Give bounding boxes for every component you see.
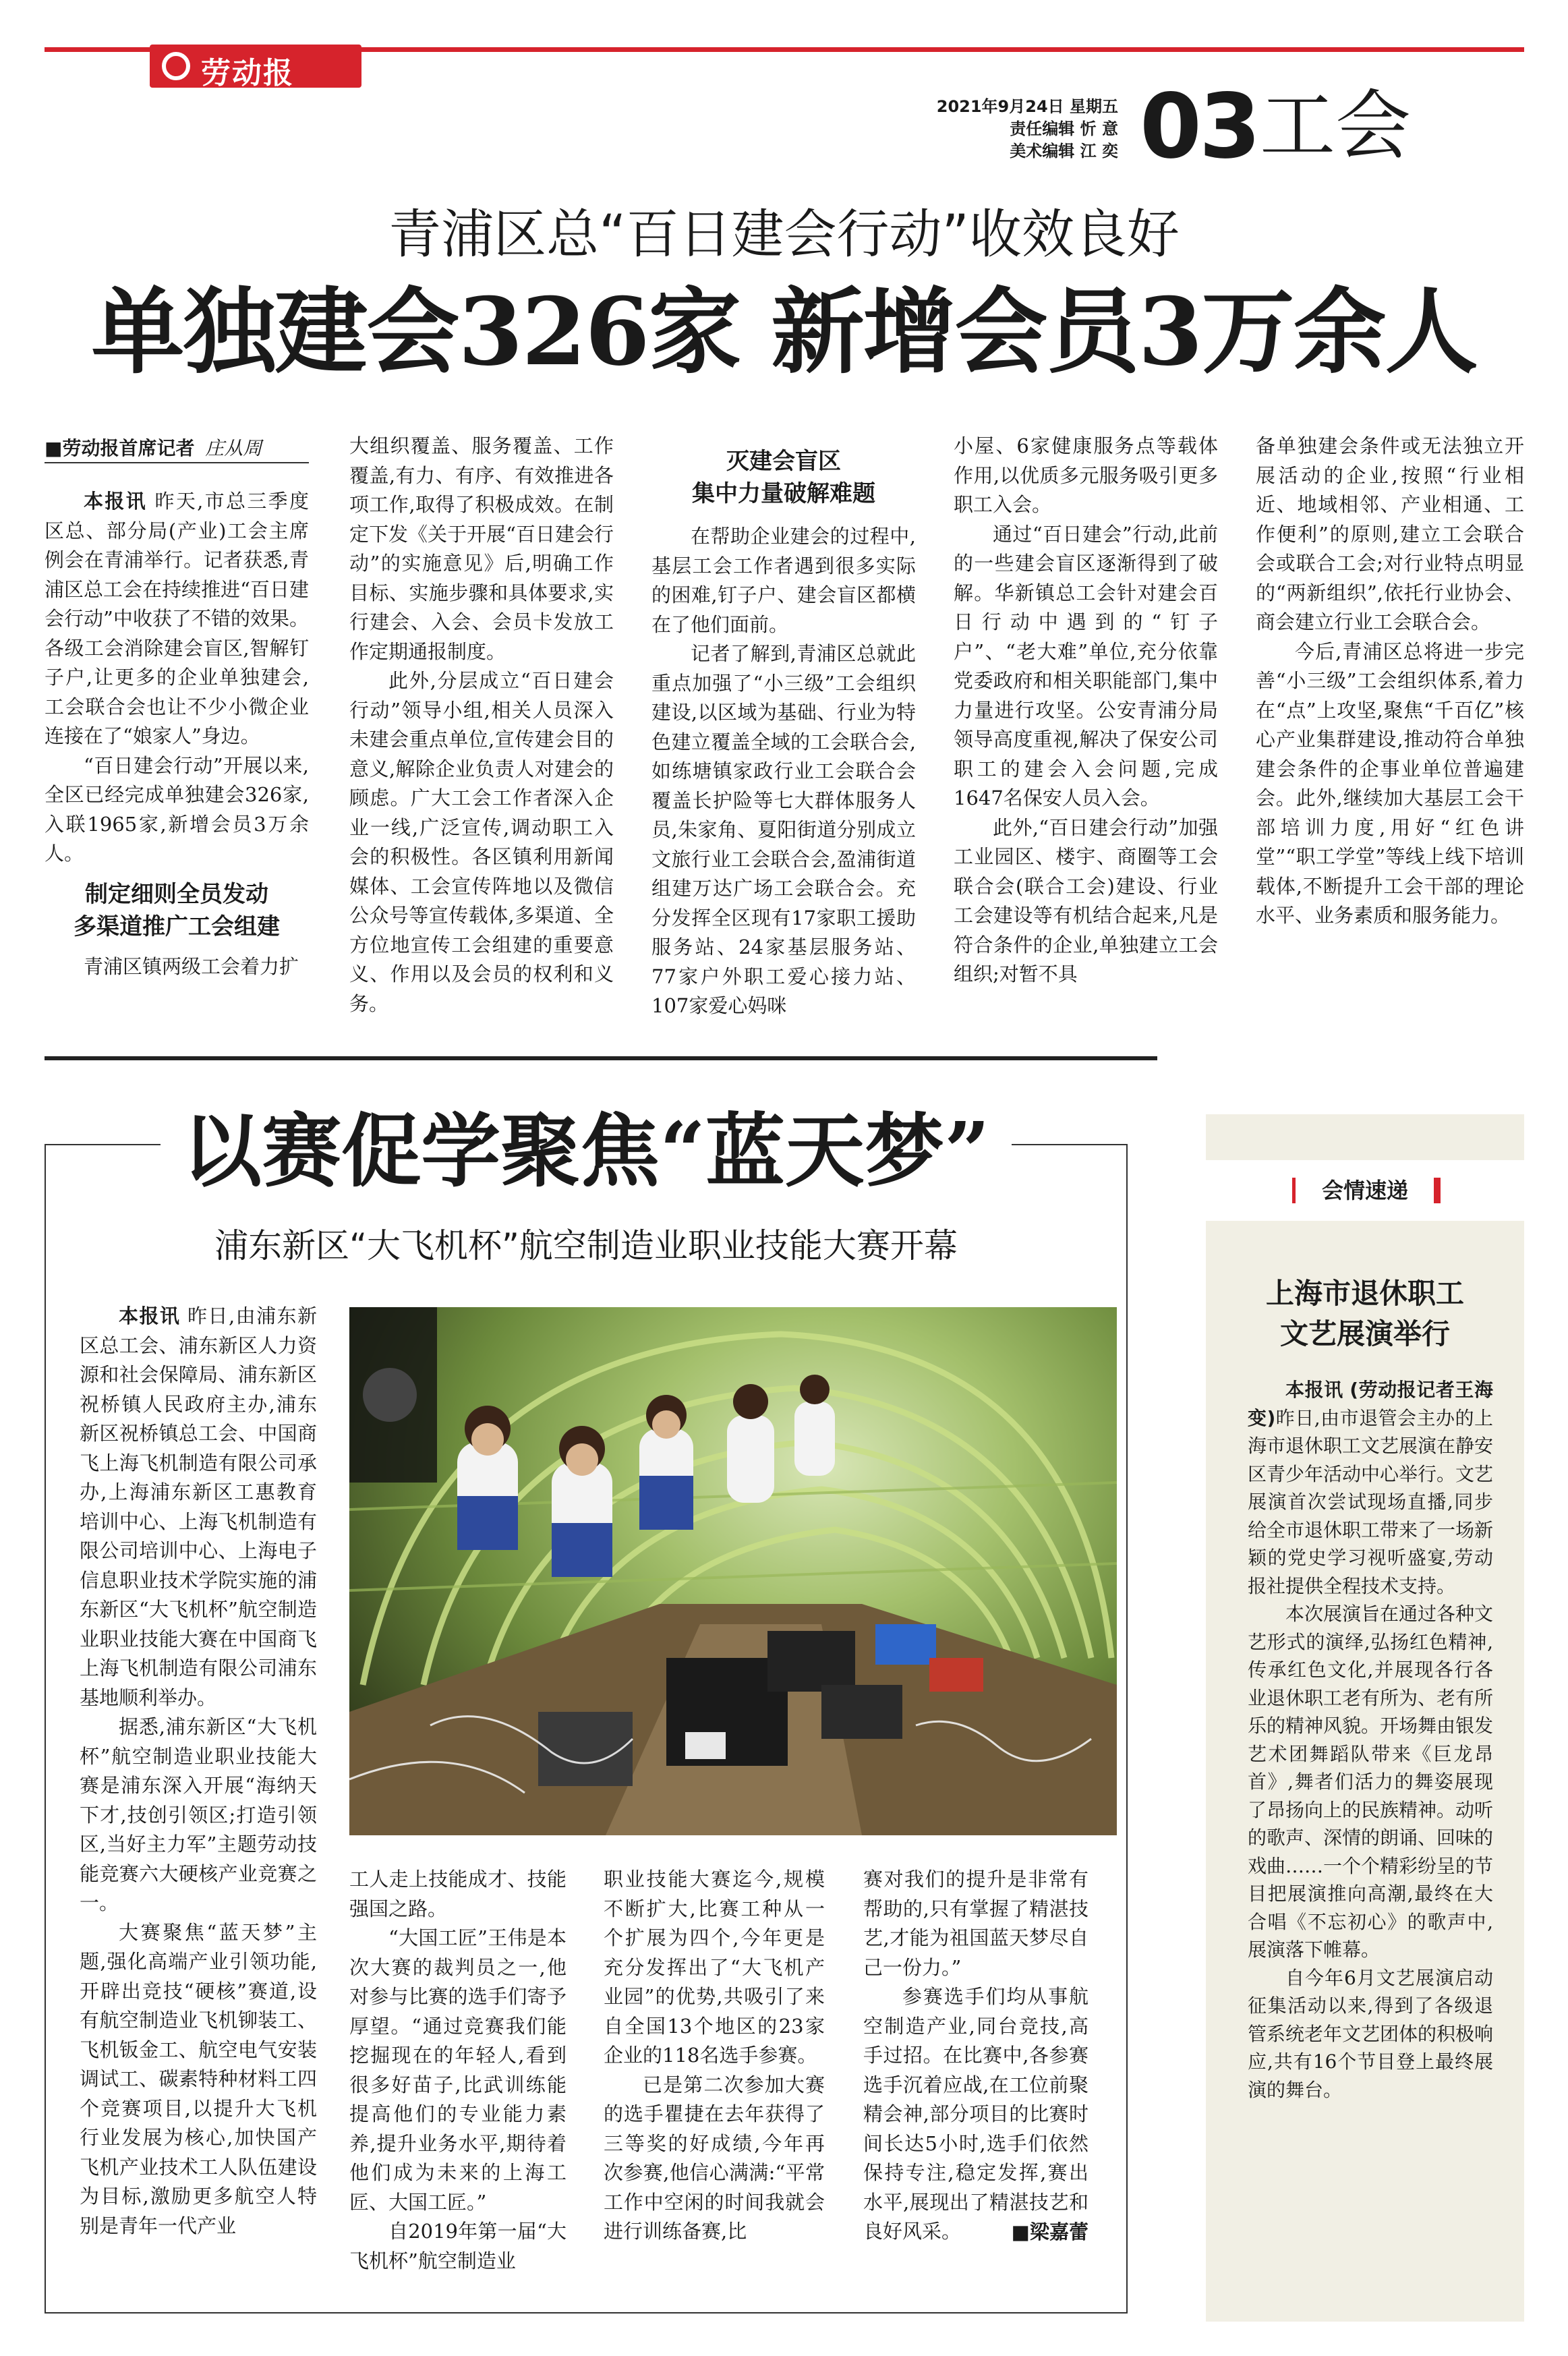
subhead-1: 制定细则全员发动 多渠道推广工会组建 <box>74 880 280 940</box>
section-divider <box>45 1056 1157 1060</box>
paragraph: 据悉,浦东新区“大飞机杯”航空制造业职业技能大赛是浦东深入开展“海纳天下才,技创引领区;打造引领区,当好主力军”主题劳动技能竞赛六大硬核产业竞赛之一。 <box>80 1715 317 1914</box>
sidebar-headline: 上海市退休职工 文艺展演举行 <box>1265 1277 1464 1350</box>
byline-name: 庄从周 <box>205 437 262 459</box>
section-name: 工会 <box>1260 82 1411 170</box>
top-rule-left <box>45 47 150 52</box>
sidebar-text <box>1248 1376 1493 2104</box>
sidebar-column-title: 会情速递 <box>1321 1178 1408 1203</box>
paragraph: 自2019年第一届“大飞机杯”航空制造业 <box>349 2220 567 2272</box>
dateline: 本报讯 <box>119 1304 181 1327</box>
top-rule-right <box>361 47 1524 52</box>
page-number: 03 <box>1140 75 1258 179</box>
article1-column-2 <box>349 432 614 1018</box>
paragraph: 昨日,由市退管会主办的上海市退休职工文艺展演在静安区青少年活动中心举行。文艺展演首次尝试现场直播,同步给全市退休职工带来了一场新颖的党史学习视听盛宴,劳动报社提供全程技术支持。 <box>1248 1406 1494 1597</box>
issue-date: 2021年9月24日 星期五 <box>936 97 1118 116</box>
paragraph: 已是第二次参加大赛的选手瞿捷在去年获得了三等奖的好成绩,今年再次参赛,他信心满满:“平常工作中空闲的时间我就会进行训练备赛,比 <box>604 2073 825 2243</box>
paragraph: 在帮助企业建会的过程中,基层工会工作者遇到很多实际的困难,钉子户、建会盲区都横在了他们面前。 <box>651 525 916 636</box>
reporter-credit: (劳动报记者王海变) <box>1248 1379 1493 1429</box>
article2-column-4 <box>863 1865 1088 2247</box>
subhead-2: 灭建会盲区 集中力量破解难题 <box>692 448 875 507</box>
logo-text: 劳动报 <box>201 56 294 90</box>
article2-headline: 以赛促学聚焦“蓝天梦” <box>161 1101 1012 1202</box>
article2-column-1 <box>80 1302 317 2241</box>
article2-signature: ■梁嘉蕾 <box>1011 2220 1088 2243</box>
paragraph: 工人走上技能成才、技能强国之路。 <box>349 1868 567 1920</box>
paragraph: “大国工匠”王伟是本次大赛的裁判员之一,他对参与比赛的选手们寄予厚望。“通过竞赛我们能挖掘现在的年轻人,看到很多好苗子,比武训练能提高他们的专业能力素养,提升业务水平,期待着他们成为未来的上海工匠、大国工匠。” <box>349 1926 567 2214</box>
article1-column-5 <box>1256 432 1524 931</box>
article1-column-4 <box>954 432 1218 989</box>
header-bar-left <box>1292 1178 1296 1203</box>
article1-column-1 <box>45 487 309 981</box>
art-editor-line: 美术编辑 江 奕 <box>1010 142 1118 161</box>
paragraph: 本次展演旨在通过各种文艺形式的演绎,弘扬红色精神,传承红色文化,并展现各行各业退休职工老有所为、老有所乐的精神风貌。开场舞由银发艺术团舞蹈队带来《巨龙昂首》,舞者们活力的舞姿展现了昂扬向上的民族精神。动听的歌声、深情的朗诵、回味的戏曲……一个个精彩纷呈的节目把展演推向高潮,最终在大合唱《不忘初心》的歌声中,展演落下帷幕。 <box>1248 1603 1494 1961</box>
byline-label: ■劳动报首席记者 <box>45 437 195 459</box>
paragraph: 赛对我们的提升是非常有帮助的,只有掌握了精湛技艺,才能为祖国蓝天梦尽自己一份力。” <box>863 1868 1089 1979</box>
paragraph: “百日建会行动”开展以来,全区已经完成单独建会326家,入联1965家,新增会员3万余人。 <box>45 753 309 865</box>
paragraph: 青浦区镇两级工会着力扩 <box>84 954 299 978</box>
paragraph: 大赛聚焦“蓝天梦”主题,强化高端产业引领功能,开辟出竞技“硬核”赛道,设有航空制造业飞机铆装工、飞机钣金工、航空电气安装调试工、碳素特种材料工四个竞赛项目,以提升大飞机行业发展为核心,加快国产飞机产业技术工人队伍建设为目标,激励更多航空人特别是青年一代产业 <box>80 1920 317 2237</box>
paragraph: 自今年6月文艺展演启动征集活动以来,得到了各级退管系统老年文艺团体的积极响应,共有16个节目登上最终展演的舞台。 <box>1248 1966 1494 2101</box>
article1-headline: 单独建会326家 新增会员3万余人 <box>91 277 1477 386</box>
logo-mark-icon <box>162 52 190 80</box>
paragraph: 此外,分层成立“百日建会行动”领导小组,相关人员深入未建会重点单位,宣传建会目的意义,解除企业负责人对建会的顾虑。广大工会工作者深入企业一线,广泛宣传,调动职工入会的积极性。各区镇利用新闻媒体、工会宣传阵地以及微信公众号等宣传载体,多渠道、全方位地宣传工会组建的重要意义、作用以及会员的权利和义务。 <box>349 669 614 1015</box>
dateline: 本报讯 <box>1285 1379 1343 1401</box>
paragraph: 昨日,由浦东新区总工会、浦东新区人力资源和社会保障局、浦东新区祝桥镇人民政府主办,浦东新区祝桥镇总工会、中国商飞上海飞机制造有限公司承办,上海浦东新区工惠教育培训中心、上海飞机制造有限公司培训中心、上海电子信息职业技术学院实施的浦东新区“大飞机杯”航空制造业职业技能大赛在中国商飞上海飞机制造有限公司浦东基地顺利举办。 <box>80 1304 318 1709</box>
paragraph: 记者了解到,青浦区总就此重点加强了“小三级”工会组织建设,以区域为基础、行业为特色建立覆盖全域的工会联合会,如练塘镇家政行业工会联合会覆盖长护险等七大群体服务人员,朱家角、夏阳街道分别成立文旅行业工会联合会,盈浦街道组建万达广场工会联合会。充分发挥全区现有17家职工援助服务站、24家基层服务站、77家户外职工爱心接力站、107家爱心妈咪 <box>651 642 916 1017</box>
sidebar-column-header <box>1206 1160 1524 1221</box>
paragraph: 备单独建会条件或无法独立开展活动的企业,按照“行业相近、地域相邻、产业相通、工作便利”的原则,建立工会联合会或联合工会;对行业特点明显的“两新组织”,依托行业协会、商会建立行业工会联合会。 <box>1256 434 1524 633</box>
masthead-logo <box>150 45 361 88</box>
article1-byline <box>45 435 309 463</box>
photo-illustration <box>349 1307 1117 1835</box>
paragraph: 大组织覆盖、服务覆盖、工作覆盖,有力、有序、有效推进各项工作,取得了积极成效。在制定下发《关于开展“百日建会行动”的实施意见》后,明确工作目标、实施步骤和具体要求,实行建会、入会、会员卡发放工作定期通报制度。 <box>349 434 614 663</box>
article1-kicker: 青浦区总“百日建会行动”收效良好 <box>388 204 1180 265</box>
paragraph: 通过“百日建会”行动,此前的一些建会盲区逐渐得到了破解。华新镇总工会针对建会百日行动中遇到的“钉子户”、“老大难”单位,充分依靠党委政府和相关职能部门,集中力量进行攻坚。公安青浦分局领导高度重视,解决了保安公司职工的建会入会问题,完成1647名保安人员入会。 <box>954 522 1218 809</box>
article2-subheadline: 浦东新区“大飞机杯”航空制造业职业技能大赛开幕 <box>214 1226 958 1265</box>
paragraph: 小屋、6家健康服务点等载体作用,以优质多元服务吸引更多职工入会。 <box>954 434 1218 516</box>
competition-photo <box>349 1307 1117 1835</box>
header-bar-right <box>1434 1178 1441 1203</box>
article2-column-3 <box>604 1865 825 2247</box>
dateline: 本报讯 <box>84 490 147 513</box>
paragraph: 此外,“百日建会行动”加强工业园区、楼宇、商圈等工会联合会(联合工会)建设、行业工会建设等有机结合起来,凡是符合条件的企业,单独建立工会组织;对暂不具 <box>954 815 1218 985</box>
paragraph: 职业技能大赛迄今,规模不断扩大,比赛工种从一个扩展为四个,今年更是充分发挥出了“大飞机产业园”的优势,共吸引了来自全国13个地区的23家企业的118名选手参赛。 <box>604 1868 825 2067</box>
paragraph: 今后,青浦区总将进一步完善“小三级”工会组织体系,着力在“点”上攻坚,聚焦“千百亿”核心产业集群建设,推动符合单独建会条件的企事业单位普遍建会。此外,继续加大基层工会干部培训力度,用好“红色讲堂”“职工学堂”等线上线下培训载体,不断提升工会干部的理论水平、业务素质和服务能力。 <box>1256 639 1524 927</box>
paragraph: 参赛选手们均从事航空制造产业,同台竞技,高手过招。在比赛中,各参赛选手沉着应战,在工位前聚精会神,部分项目的比赛时间长达5小时,选手们依然保持专注,稳定发挥,赛出水平,展现出了精湛技艺和良好风采。 <box>863 1985 1088 2243</box>
issue-info <box>936 96 1118 163</box>
editor-line: 责任编辑 忻 意 <box>1010 119 1118 138</box>
paragraph: 昨天,市总三季度区总、部分局(产业)工会主席例会在青浦举行。记者获悉,青浦区总工会在持续推进“百日建会行动”中收获了不错的效果。各级工会消除建会盲区,智解钉子户,让更多的企业单独建会,工会联合会也让不少小微企业连接在了“娘家人”身边。 <box>45 490 309 747</box>
article1-column-3 <box>651 432 916 1021</box>
article2-column-2 <box>349 1865 567 2276</box>
